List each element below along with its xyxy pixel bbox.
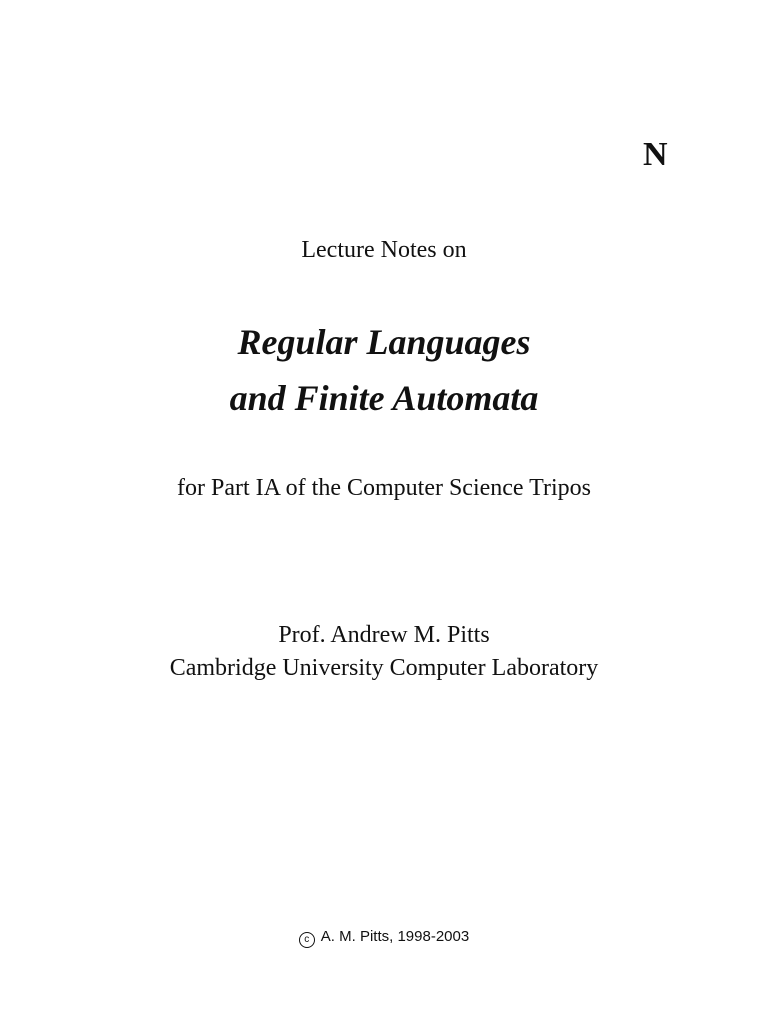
- copyright-notice: [0, 928, 768, 948]
- document-title: [0, 314, 768, 426]
- course-subtitle: for Part IA of the Computer Science Tripos: [177, 475, 591, 501]
- copyright-icon: c: [299, 932, 315, 948]
- copyright-text: A. M. Pitts, 1998-2003: [320, 928, 470, 945]
- author-block: [0, 619, 768, 685]
- author-affiliation: Cambridge University Computer Laboratory: [169, 655, 599, 681]
- title-line-1: Regular Languages: [237, 322, 531, 362]
- corner-mark: N: [643, 136, 668, 173]
- author-name: Prof. Andrew M. Pitts: [278, 622, 490, 648]
- title-line-2: and Finite Automata: [229, 378, 539, 418]
- lecture-notes-label: Lecture Notes on: [301, 237, 467, 263]
